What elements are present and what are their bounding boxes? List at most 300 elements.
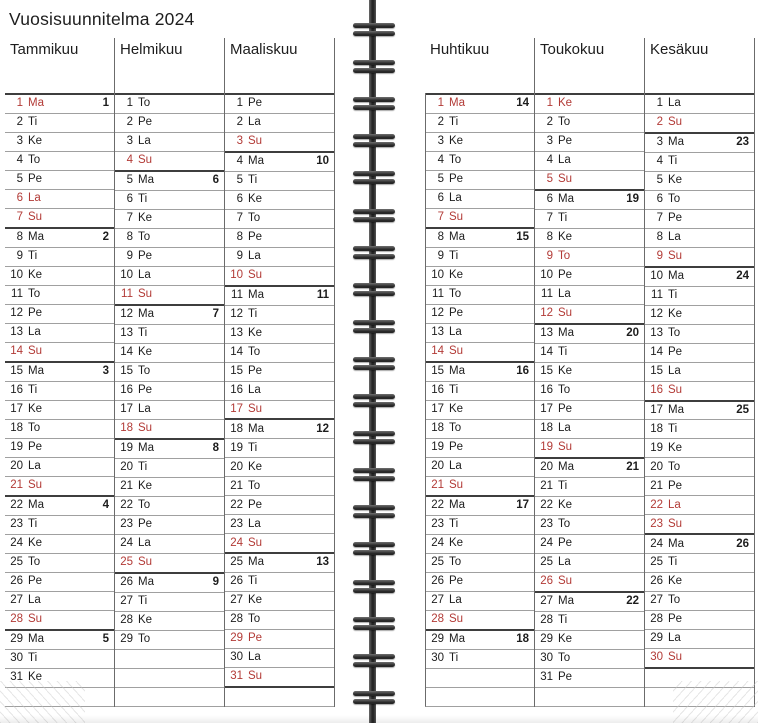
day-row [535, 247, 644, 266]
day-number: 11 [121, 288, 133, 301]
day-row [426, 151, 534, 170]
day-number: 1 [437, 97, 444, 110]
weekday-label: Su [138, 556, 153, 569]
day-number: 22 [120, 499, 133, 512]
week-number: 18 [516, 633, 529, 646]
weekday-label: Ti [248, 174, 258, 187]
weekday-label: Su [558, 441, 573, 454]
week-number: 1 [102, 97, 109, 110]
spiral-coil [353, 97, 395, 110]
weekday-label: Ke [138, 212, 153, 225]
day-row [5, 151, 114, 170]
weekday-label: Ti [138, 193, 148, 206]
day-number: 28 [431, 613, 444, 626]
day-number: 7 [236, 212, 243, 225]
spiral-coil [353, 431, 395, 444]
day-row [535, 113, 644, 132]
day-number: 5 [126, 174, 133, 187]
weekday-label: La [248, 651, 261, 664]
spiral-binding [352, 0, 396, 723]
month-column-maaliskuu [225, 38, 335, 707]
day-row [426, 457, 534, 476]
weekday-label: Ti [449, 116, 459, 129]
weekday-label: Ma [28, 231, 44, 244]
spiral-coil [353, 246, 395, 259]
weekday-label: Ma [138, 308, 154, 321]
weekday-label: Ma [558, 461, 574, 474]
day-number: 6 [546, 193, 553, 206]
weekday-label: Su [28, 345, 43, 358]
day-row [225, 305, 334, 324]
weekday-label: To [558, 116, 571, 129]
weekday-label: Ti [449, 652, 459, 665]
day-row [225, 514, 334, 533]
weekday-label: To [138, 231, 151, 244]
day-row [426, 419, 534, 438]
day-row [645, 400, 754, 420]
day-number: 22 [230, 498, 243, 511]
day-row [535, 132, 644, 151]
weekday-label: Ma [28, 633, 44, 646]
weekday-label: La [248, 517, 261, 530]
day-row [115, 458, 224, 477]
weekday-label: Ke [28, 269, 43, 282]
coil-bar [353, 439, 395, 444]
day-row [645, 648, 754, 667]
day-number: 4 [236, 155, 243, 168]
day-number: 25 [120, 556, 133, 569]
weekday-label: Ti [449, 250, 459, 263]
day-number: 29 [230, 632, 243, 645]
day-row [225, 629, 334, 648]
day-row [5, 381, 114, 400]
day-row [115, 572, 224, 592]
weekday-label: Ma [668, 269, 684, 282]
day-row [645, 343, 754, 362]
coil-bar [353, 209, 395, 214]
weekday-label: Pe [248, 498, 263, 511]
week-number: 23 [736, 136, 749, 149]
day-row [645, 381, 754, 400]
day-row [535, 93, 644, 113]
coil-bar [353, 654, 395, 659]
weekday-label: Ti [28, 116, 38, 129]
right-page-months [425, 38, 755, 707]
day-number: 28 [10, 613, 23, 626]
weekday-label: La [449, 594, 462, 607]
spiral-coil [353, 320, 395, 333]
weekday-label: Pe [558, 537, 573, 550]
weekday-label: Su [248, 670, 263, 683]
day-number: 4 [437, 154, 444, 167]
weekday-label: Ti [248, 575, 258, 588]
week-number: 20 [626, 327, 639, 340]
week-number: 10 [316, 155, 329, 168]
day-number: 27 [230, 594, 243, 607]
day-number: 10 [540, 269, 553, 282]
day-number: 17 [10, 403, 23, 416]
day-row [426, 400, 534, 419]
month-column-helmikuu [115, 38, 225, 707]
week-number: 13 [316, 556, 329, 569]
weekday-label: Su [28, 479, 43, 492]
empty-row [645, 687, 754, 706]
week-number: 5 [102, 633, 109, 646]
day-row [5, 457, 114, 476]
weekday-label: Pe [248, 364, 263, 377]
coil-bar [353, 357, 395, 362]
weekday-label: Ti [668, 422, 678, 435]
day-row [426, 629, 534, 649]
month-column-toukokuu [535, 38, 645, 707]
coil-bar [353, 699, 395, 704]
weekday-label: Pe [248, 97, 263, 110]
day-number: 22 [540, 499, 553, 512]
day-number: 3 [437, 135, 444, 148]
coil-bar [353, 476, 395, 481]
day-number: 15 [230, 364, 243, 377]
spiral-coil [353, 357, 395, 370]
weekday-label: To [449, 556, 462, 569]
spiral-coil [353, 654, 395, 667]
day-row [426, 610, 534, 629]
weekday-label: La [668, 231, 681, 244]
day-row [225, 171, 334, 190]
empty-row [645, 667, 754, 687]
day-number: 4 [16, 154, 23, 167]
day-row [645, 438, 754, 457]
day-row [5, 342, 114, 361]
week-number: 22 [626, 595, 639, 608]
day-number: 27 [431, 594, 444, 607]
coil-bar [353, 105, 395, 110]
day-row [225, 533, 334, 552]
day-row [5, 438, 114, 457]
day-row [645, 190, 754, 209]
day-row [535, 668, 644, 687]
day-row [535, 381, 644, 400]
weekday-label: Pe [138, 116, 153, 129]
day-row [225, 93, 334, 113]
day-number: 5 [437, 173, 444, 186]
day-row [115, 438, 224, 458]
weekday-label: To [558, 652, 571, 665]
day-row [645, 514, 754, 533]
day-number: 31 [540, 671, 553, 684]
weekday-label: Ma [28, 499, 44, 512]
day-number: 29 [431, 633, 444, 646]
day-number: 13 [10, 326, 23, 339]
day-row [115, 170, 224, 190]
weekday-label: Ke [668, 441, 683, 454]
day-row [535, 496, 644, 515]
day-number: 17 [540, 403, 553, 416]
spiral-coil [353, 209, 395, 222]
coil-bar [353, 179, 395, 184]
day-row [5, 113, 114, 132]
day-number: 18 [120, 422, 133, 435]
week-number: 6 [212, 174, 219, 187]
day-row [645, 286, 754, 305]
weekday-label: Ti [138, 327, 148, 340]
day-row [645, 305, 754, 324]
day-number: 19 [540, 441, 553, 454]
day-number: 3 [16, 135, 23, 148]
weekday-label: Ti [449, 518, 459, 531]
weekday-label: Ke [28, 135, 43, 148]
day-number: 20 [650, 460, 663, 473]
weekday-label: To [248, 212, 261, 225]
day-number: 12 [120, 308, 133, 321]
weekday-label: Su [668, 249, 683, 262]
weekday-label: Pe [668, 613, 683, 626]
day-row [645, 610, 754, 629]
weekday-label: La [248, 249, 261, 262]
day-row [225, 228, 334, 247]
week-number: 11 [316, 288, 329, 301]
day-number: 14 [120, 346, 133, 359]
week-number: 15 [516, 231, 529, 244]
weekday-label: Pe [449, 173, 464, 186]
weekday-label: To [558, 250, 571, 263]
week-number: 21 [626, 461, 639, 474]
weekday-label: Ti [558, 614, 568, 627]
weekday-label: Ma [138, 442, 154, 455]
day-number: 28 [120, 614, 133, 627]
weekday-label: Ke [449, 269, 464, 282]
weekday-label: Ti [668, 155, 678, 168]
day-number: 30 [650, 651, 663, 664]
weekday-label: Ke [558, 231, 573, 244]
weekday-label: Ti [248, 307, 258, 320]
day-row [115, 266, 224, 285]
day-row [535, 400, 644, 419]
day-row [645, 266, 754, 286]
day-number: 25 [10, 556, 23, 569]
coil-bar [353, 580, 395, 585]
day-row [5, 227, 114, 247]
weekday-label: La [558, 288, 571, 301]
weekday-label: To [668, 193, 681, 206]
day-number: 2 [437, 116, 444, 129]
day-number: 16 [431, 384, 444, 397]
day-row [225, 324, 334, 343]
day-number: 26 [10, 575, 23, 588]
weekday-label: Ma [449, 231, 465, 244]
day-number: 23 [120, 518, 133, 531]
day-number: 15 [120, 365, 133, 378]
day-row [5, 534, 114, 553]
day-number: 23 [431, 518, 444, 531]
day-number: 23 [10, 518, 23, 531]
weekday-label: To [668, 460, 681, 473]
weekday-label: Ke [668, 174, 683, 187]
day-row [5, 629, 114, 649]
day-number: 6 [437, 192, 444, 205]
day-row [426, 495, 534, 515]
day-row [426, 381, 534, 400]
weekday-label: Ke [558, 97, 573, 110]
day-row [426, 113, 534, 132]
weekday-label: Pe [558, 269, 573, 282]
weekday-label: La [558, 154, 571, 167]
day-row [225, 209, 334, 228]
weekday-label: Su [449, 613, 464, 626]
coil-bar [353, 320, 395, 325]
weekday-label: Pe [668, 479, 683, 492]
weekday-label: Pe [28, 307, 43, 320]
day-row [426, 534, 534, 553]
coil-bar [353, 505, 395, 510]
day-row [645, 247, 754, 266]
day-number: 7 [126, 212, 133, 225]
month-name: Toukokuu [540, 41, 605, 58]
day-number: 29 [540, 633, 553, 646]
day-number: 9 [16, 250, 23, 263]
day-number: 7 [656, 212, 663, 225]
day-number: 18 [230, 422, 243, 435]
day-row [645, 171, 754, 190]
left-page-months [5, 38, 335, 707]
day-number: 15 [540, 365, 553, 378]
weekday-label: Ma [668, 403, 684, 416]
month-name: Kesäkuu [650, 41, 709, 58]
weekday-label: To [248, 345, 261, 358]
weekday-label: To [668, 594, 681, 607]
weekday-label: To [138, 97, 151, 110]
weekday-label: La [28, 326, 41, 339]
day-row [5, 132, 114, 151]
day-row [645, 553, 754, 572]
day-number: 12 [431, 307, 444, 320]
month-column-tammikuu [5, 38, 115, 707]
weekday-label: Ma [138, 174, 154, 187]
day-row [645, 362, 754, 381]
weekday-label: Su [138, 288, 153, 301]
weekday-label: Su [668, 383, 683, 396]
day-row [115, 553, 224, 572]
weekday-label: Ke [28, 537, 43, 550]
week-number: 14 [516, 97, 529, 110]
day-number: 1 [126, 97, 133, 110]
day-row [645, 132, 754, 152]
empty-row [225, 686, 334, 706]
day-row [115, 113, 224, 132]
day-row [535, 611, 644, 630]
empty-row [426, 668, 534, 687]
day-row [5, 247, 114, 266]
weekday-label: La [668, 498, 681, 511]
coil-bar [353, 23, 395, 28]
day-row [115, 132, 224, 151]
weekday-label: Su [558, 173, 573, 186]
weekday-label: To [28, 556, 41, 569]
weekday-label: To [138, 365, 151, 378]
day-number: 19 [120, 442, 133, 455]
day-number: 20 [120, 461, 133, 474]
day-number: 2 [546, 116, 553, 129]
day-row [5, 572, 114, 591]
spiral-coil [353, 23, 395, 36]
day-row [535, 438, 644, 457]
day-number: 15 [431, 365, 444, 378]
weekday-label: Pe [668, 345, 683, 358]
coil-bar [353, 60, 395, 65]
day-row [535, 170, 644, 189]
weekday-label: Ti [558, 212, 568, 225]
day-number: 11 [651, 288, 663, 301]
spiral-coil [353, 468, 395, 481]
day-number: 27 [10, 594, 23, 607]
weekday-label: Pe [28, 173, 43, 186]
day-rows [115, 93, 224, 707]
weekday-label: Ma [138, 576, 154, 589]
day-number: 10 [10, 269, 23, 282]
coil-bar [353, 283, 395, 288]
day-number: 29 [10, 633, 23, 646]
weekday-label: To [668, 326, 681, 339]
day-number: 26 [431, 575, 444, 588]
weekday-label: To [558, 518, 571, 531]
weekday-label: Ma [248, 288, 264, 301]
day-row [5, 266, 114, 285]
day-number: 26 [540, 575, 553, 588]
weekday-label: To [558, 384, 571, 397]
day-row [426, 476, 534, 495]
day-row [426, 93, 534, 113]
weekday-label: Pe [449, 307, 464, 320]
day-number: 13 [120, 327, 133, 340]
day-row [5, 515, 114, 534]
day-row [115, 228, 224, 247]
coil-bar [353, 431, 395, 436]
day-number: 25 [431, 556, 444, 569]
day-number: 31 [230, 670, 243, 683]
week-number: 26 [736, 537, 749, 550]
day-row [535, 477, 644, 496]
day-number: 22 [431, 499, 444, 512]
coil-bar [353, 328, 395, 333]
day-row [645, 93, 754, 113]
day-number: 12 [230, 307, 243, 320]
day-row [535, 553, 644, 572]
weekday-label: Ma [449, 97, 465, 110]
weekday-label: La [28, 192, 41, 205]
day-number: 1 [16, 97, 23, 110]
month-name: Huhtikuu [430, 41, 490, 58]
day-number: 11 [541, 288, 553, 301]
empty-row [115, 668, 224, 687]
empty-row [115, 687, 224, 706]
weekday-label: To [138, 499, 151, 512]
day-number: 5 [656, 174, 663, 187]
weekday-label: Pe [558, 403, 573, 416]
spiral-coil [353, 171, 395, 184]
weekday-label: Ke [28, 671, 43, 684]
day-number: 23 [540, 518, 553, 531]
spiral-coil [353, 60, 395, 73]
weekday-label: Pe [28, 575, 43, 588]
weekday-label: La [449, 192, 462, 205]
day-row [535, 209, 644, 228]
day-row [535, 630, 644, 649]
day-row [5, 208, 114, 227]
weekday-label: Ti [28, 518, 38, 531]
coil-bar [353, 171, 395, 176]
weekday-label: Pe [248, 632, 263, 645]
weekday-label: La [449, 326, 462, 339]
coil-bar [353, 550, 395, 555]
